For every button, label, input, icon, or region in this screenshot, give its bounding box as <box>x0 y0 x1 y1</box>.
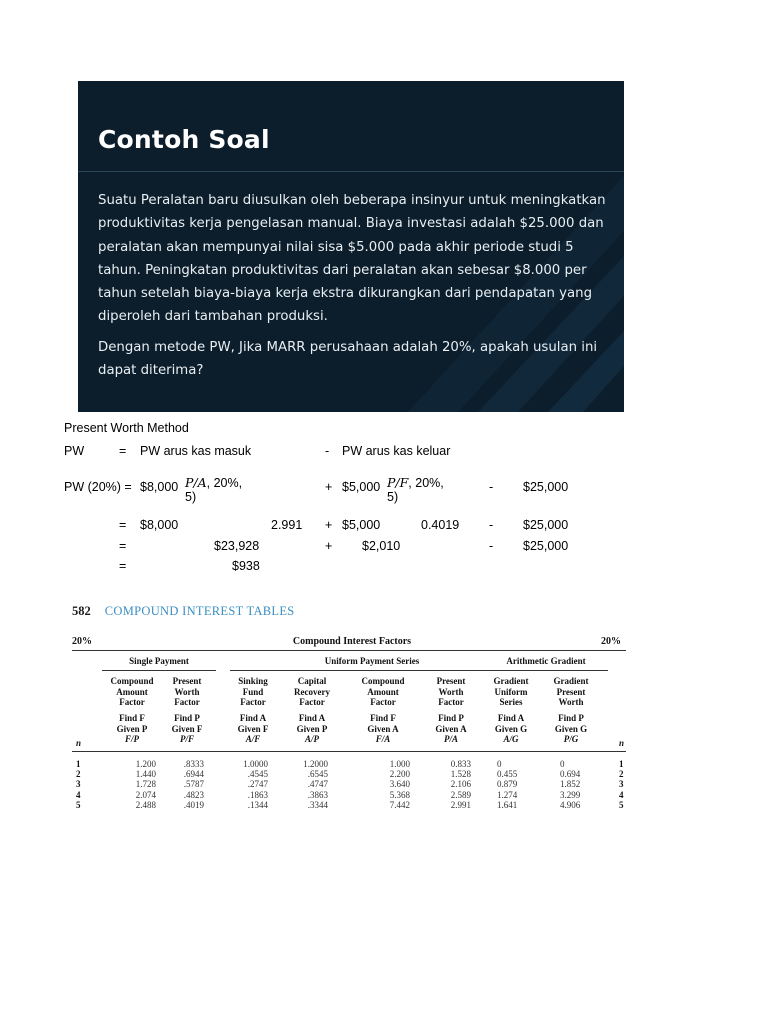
table-cell: .3863 <box>307 789 328 800</box>
slide-paragraph: Suatu Peralatan baru diusulkan oleh beberapa insinyur untuk meningkatkan produktivitas kerja pengelasan manual. Biaya investasi adalah $25.000 dan peralatan akan mempunyai nilai sisa $5.000 pada akhir periode studi 5 tahun. Peningkatan produktivitas dari peralatan akan sebesar $8.000 per tahun setelah biaya-biaya kerja ekstra dikurangkan dari pendapatan yang diperoleh dari tambahan produksi. <box>98 193 606 325</box>
rule-group <box>484 670 608 671</box>
calc-row3-investment: $25,000 <box>523 518 569 532</box>
slide-body <box>98 189 618 389</box>
factor-symbol: P/A <box>185 475 207 490</box>
column-name: Present <box>172 676 202 686</box>
table-cell: 3.640 <box>389 779 410 790</box>
calc-row4-op2: - <box>489 539 494 553</box>
table-cell: .4823 <box>183 789 204 800</box>
calc-row2-factor-a <box>185 475 242 490</box>
rule-top <box>72 650 626 651</box>
column-find-label: Find P <box>174 713 200 723</box>
column-find-label: Find P <box>438 713 464 723</box>
column-find-label: Given A <box>435 723 467 734</box>
column-name: Worth <box>438 686 464 697</box>
table-cell: 1.641 <box>497 799 518 810</box>
rate-left: 20% <box>72 636 92 647</box>
column-symbol: A/F <box>245 734 261 744</box>
table-cell: 1.528 <box>450 769 471 780</box>
column-find-label: Given G <box>494 723 528 734</box>
calc-row2-factor-b <box>387 475 444 490</box>
row-n-right: 2 <box>619 769 624 780</box>
column-find-label: Given P <box>296 723 328 734</box>
slide-paragraph: Dengan metode PW, Jika MARR perusahaan adalah 20%, apakah usulan ini dapat diterima? <box>98 339 598 379</box>
row-n-left: 1 <box>76 759 81 769</box>
table-cell: 5.368 <box>389 789 410 800</box>
column-name: Worth <box>174 686 200 697</box>
column-name: Factor <box>438 697 464 707</box>
column-name: Worth <box>558 697 584 707</box>
row-n-right: 5 <box>619 799 624 810</box>
column-name: Present <box>556 686 586 697</box>
column-name: Factor <box>119 697 145 707</box>
table-cell: 1.200 <box>135 759 156 769</box>
column-find-label: Given F <box>237 723 269 734</box>
calc-row3-op2: - <box>489 518 494 532</box>
table-cell: .6545 <box>307 769 328 780</box>
calc-row1-inflow: PW arus kas masuk <box>140 444 252 458</box>
calc-heading: Present Worth Method <box>64 421 189 435</box>
column-find-label: Find A <box>239 713 267 723</box>
table-heading <box>72 604 295 619</box>
column-name: Factor <box>174 697 200 707</box>
rule-header-bottom <box>72 751 626 752</box>
calc-row3-factor-b: 0.4019 <box>421 518 460 532</box>
calc-row5-result: $938 <box>232 559 260 573</box>
factor-args: , 20%, <box>206 476 243 490</box>
factor-symbol: P/F <box>387 475 409 490</box>
row-n-right: 3 <box>619 779 624 790</box>
column-name: Present <box>436 676 466 686</box>
table-cell: 1.728 <box>135 779 156 790</box>
column-symbol: F/P <box>124 734 139 744</box>
group-single-payment: Single Payment <box>129 656 189 666</box>
table-cell: 7.442 <box>389 799 410 810</box>
calc-row3-eq: = <box>119 518 127 532</box>
column-name: Amount <box>367 686 399 697</box>
page-number: 582 <box>72 604 91 618</box>
table-cell: 0.833 <box>450 759 471 769</box>
table-cell: .1344 <box>247 799 268 810</box>
calc-row2-op1: + <box>325 480 333 494</box>
table-cell: 1.274 <box>497 789 518 800</box>
column-symbol: P/A <box>443 734 458 744</box>
column-name: Sinking <box>238 676 268 686</box>
row-n-left: 4 <box>76 789 81 800</box>
table-cell: .6944 <box>183 769 204 780</box>
column-find-label: Find F <box>119 713 145 723</box>
column-name: Factor <box>240 697 266 707</box>
table-cell: 1.852 <box>560 779 581 790</box>
table-cell: 1.0000 <box>243 759 268 769</box>
table-cell: 1.440 <box>135 769 156 780</box>
column-symbol: P/F <box>179 734 194 744</box>
table-cell: 0 <box>497 759 502 769</box>
compound-interest-table <box>72 600 632 820</box>
factor-args: , 20%, <box>408 476 444 490</box>
table-cell: 4.906 <box>560 799 581 810</box>
table-cell: 0 <box>560 759 565 769</box>
column-symbol: P/G <box>563 734 579 744</box>
column-name: Recovery <box>294 686 330 697</box>
calc-row4-eq: = <box>119 539 127 553</box>
calc-row4-amount-b: $2,010 <box>362 539 401 553</box>
table-cell: 0.694 <box>560 769 581 780</box>
calc-row1-label: PW <box>64 444 85 458</box>
calc-row1-eq: = <box>119 444 127 458</box>
rule-group <box>102 670 216 671</box>
table-cell: 1.2000 <box>303 759 328 769</box>
table-cell: 2.106 <box>450 779 471 790</box>
table-cell: .4747 <box>307 779 328 790</box>
row-n-right: 4 <box>619 789 624 800</box>
slide-image <box>78 81 624 412</box>
table-cell: 2.200 <box>389 769 410 780</box>
calc-row2-amount-b: $5,000 <box>342 480 381 494</box>
rate-right: 20% <box>601 636 621 647</box>
column-name: Factor <box>299 697 325 707</box>
column-name: Factor <box>370 697 396 707</box>
column-find-label: Find A <box>497 713 525 723</box>
column-name: Compound <box>110 676 154 686</box>
group-arithmetic-gradient: Arithmetic Gradient <box>506 656 586 666</box>
row-n-left: 5 <box>76 799 81 810</box>
table-cell: .3344 <box>307 799 328 810</box>
calc-row2-period-a: 5) <box>185 490 197 504</box>
row-n-left: 2 <box>76 769 81 780</box>
slide-divider <box>78 171 624 172</box>
column-find-label: Given P <box>116 723 148 734</box>
main-header: Compound Interest Factors <box>292 636 412 647</box>
table-cell: 2.488 <box>135 799 156 810</box>
column-find-label: Given G <box>554 723 588 734</box>
calc-row3-amount-a: $8,000 <box>140 518 179 532</box>
column-symbol: A/G <box>503 734 519 744</box>
column-symbol: A/P <box>304 734 319 744</box>
column-name: Series <box>499 697 523 707</box>
calc-row4-amount-a: $23,928 <box>214 539 260 553</box>
column-find-label: Find F <box>370 713 396 723</box>
table-cell: 0.879 <box>497 779 518 790</box>
table-cell: .4019 <box>183 799 204 810</box>
calc-row1-op: - <box>325 444 330 458</box>
table-cell: 2.589 <box>450 789 471 800</box>
table-cell: 3.299 <box>560 789 581 800</box>
table-cell: .5787 <box>183 779 204 790</box>
column-find-label: Find P <box>558 713 584 723</box>
group-uniform-series: Uniform Payment Series <box>324 656 420 666</box>
table-cell: .2747 <box>247 779 268 790</box>
column-find-label: Find A <box>298 713 326 723</box>
table-cell: 2.074 <box>135 789 156 800</box>
table-title: COMPOUND INTEREST TABLES <box>104 604 295 618</box>
column-find-label: Given F <box>171 723 203 734</box>
column-name: Uniform <box>494 686 528 697</box>
calc-row2-op2: - <box>489 480 494 494</box>
column-name: Fund <box>242 686 264 697</box>
calc-row2-investment: $25,000 <box>523 480 569 494</box>
column-find-label: Given A <box>367 723 399 734</box>
calc-row5-eq: = <box>119 559 127 573</box>
table-cell: .8333 <box>183 759 204 769</box>
column-name: Gradient <box>493 676 529 686</box>
row-n-right: 1 <box>619 759 624 769</box>
row-n-left: 3 <box>76 779 81 790</box>
table-cell: .1863 <box>247 789 268 800</box>
calc-row2-amount-a: $8,000 <box>140 480 179 494</box>
column-name: Amount <box>116 686 148 697</box>
table-cell: 2.991 <box>450 799 471 810</box>
slide-title: Contoh Soal <box>98 125 270 154</box>
column-name: Capital <box>297 676 327 686</box>
column-name: Compound <box>361 676 405 686</box>
n-label-right: n <box>619 738 625 748</box>
calc-row2-label: PW (20%) = <box>64 480 132 494</box>
column-name: Gradient <box>553 676 589 686</box>
calc-row4-investment: $25,000 <box>523 539 569 553</box>
calc-row2-period-b: 5) <box>387 490 399 504</box>
calc-row3-factor-a: 2.991 <box>271 518 303 532</box>
n-label-left: n <box>76 738 82 748</box>
calc-row3-op1: + <box>325 518 333 532</box>
calc-row4-op1: + <box>325 539 333 553</box>
column-symbol: F/A <box>375 734 391 744</box>
rule-group <box>230 670 510 671</box>
table-cell: 0.455 <box>497 769 518 780</box>
calc-row1-outflow: PW arus kas keluar <box>342 444 451 458</box>
calc-row3-amount-b: $5,000 <box>342 518 381 532</box>
table-cell: .4545 <box>247 769 268 780</box>
table-cell: 1.000 <box>389 759 410 769</box>
